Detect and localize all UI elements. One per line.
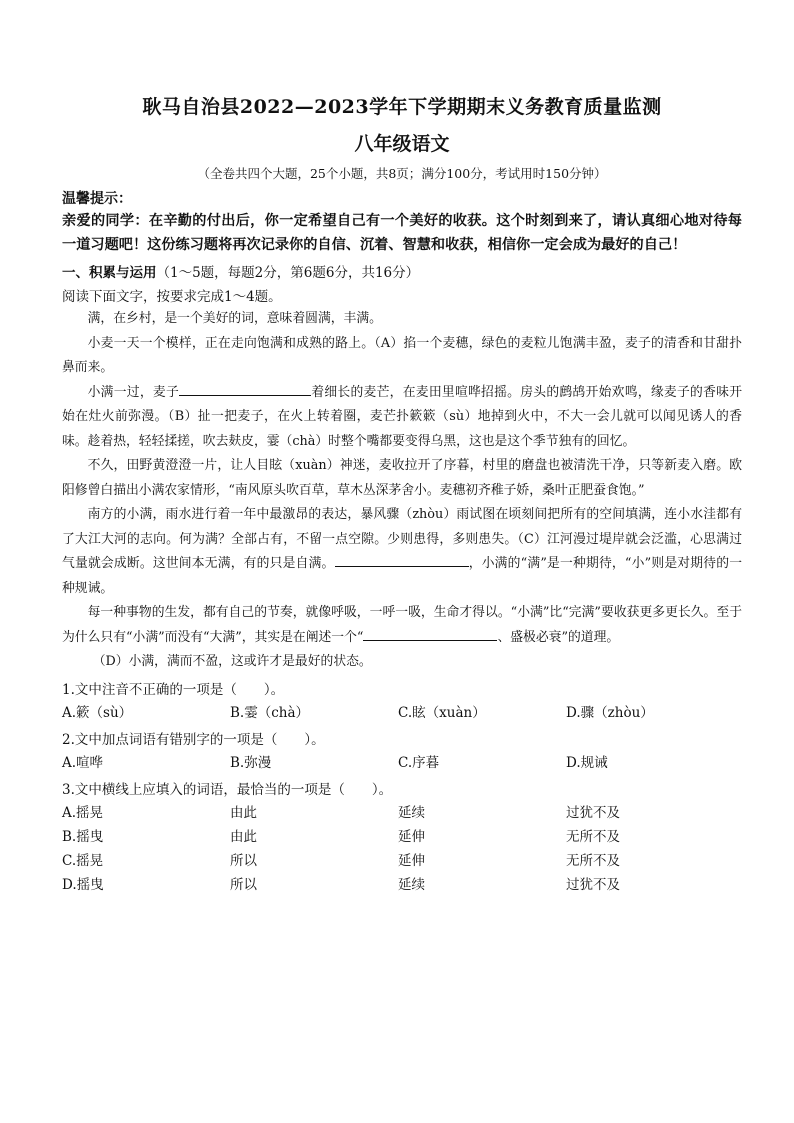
question-options-table (62, 801, 742, 897)
passage-paragraph-5 (62, 503, 742, 601)
section-detail: （1～5题，每题2分，第6题6分，共16分） (156, 265, 420, 281)
option-cell: 所以 (230, 876, 257, 893)
reading-passage (62, 307, 742, 675)
passage-paragraph-4: 不久，田野黄澄澄一片，让人目眩（xuàn）神迷，麦收拉开了序暮，村里的磨盘也被清洗干净，只等新麦入磨。欧阳修曾白描出小满农家情形，“南风原头吹百草，草木丛深茅舍小。麦穗初齐稚子娇，桑叶正肥蚕食饱。” (62, 458, 742, 498)
passage-text: ，小满的“满”是一种期待，“小”则是对期待的一种规诫。 (62, 556, 742, 596)
option-row-c[interactable] (62, 849, 742, 873)
passage-paragraph-6 (62, 601, 742, 650)
exam-note: （全卷共四个大题，25个小题，共8页；满分100分，考试用时150分钟） (197, 166, 607, 181)
question-2 (62, 729, 742, 775)
question-stem: 3.文中横线上应填入的词语，最恰当的一项是（ ）。 (62, 781, 393, 798)
tips-heading: 温馨提示： (62, 191, 132, 207)
passage-text: 着细长的麦芒，在麦田里喧哗招摇。房头的鹧鸪开始欢鸣，缘麦子的香味开始在灶火前弥漫。（B）扯一把麦子，在火上转着圈，麦芒扑簌簌（sù）地掉到火中，不大一会儿就可以闻见诱人的香味。趁着热，轻轻揉搓，吹去麸皮，霎（chà）时整个嘴都要变得乌黑，这也是这个季节独有的回忆。 (62, 384, 743, 449)
passage-text: 每一种事物的生发，都有自己的节奏，就像呼吸，一呼一吸，生命才得以。“小满”比“完满”要收获更多更长久。至于为什么只有“小满”而没有“大满”，其实是在阐述一个“ (62, 605, 742, 645)
section-title: 一、积累与运用 (62, 265, 157, 281)
fill-blank-1[interactable] (179, 381, 311, 396)
option-cell: D.摇曳 (62, 876, 104, 893)
option-cell: 过犹不及 (566, 804, 620, 821)
question-stem: 1.文中注音不正确的一项是（ ）。 (62, 681, 285, 698)
option-row-b[interactable] (62, 825, 742, 849)
option-cell: A.摇晃 (62, 804, 104, 821)
passage-paragraph-2: 小麦一天一个模样，正在走向饱满和成熟的路上。（A）掐一个麦穗，绿色的麦粒儿饱满丰盈，麦子的清香和甘甜扑鼻而来。 (62, 335, 742, 375)
option-cell: 由此 (230, 828, 257, 845)
fill-blank-2[interactable] (335, 552, 469, 567)
option-cell: 延伸 (398, 828, 425, 845)
option-c[interactable]: C.序暮 (398, 754, 440, 771)
option-c[interactable]: C.眩（xuàn） (398, 704, 486, 721)
passage-text: 、盛极必衰”的道理。 (497, 629, 620, 645)
option-d[interactable]: D.规诫 (566, 754, 608, 771)
section-heading (62, 261, 742, 281)
option-a[interactable]: A.喧哗 (62, 754, 104, 771)
passage-paragraph-1: 满，在乡村，是一个美好的词，意味着圆满，丰满。 (87, 311, 382, 326)
option-cell: 延续 (398, 876, 425, 893)
option-cell: 延伸 (398, 852, 425, 869)
exam-title: 耿马自治县2022—2023学年下学期期末义务教育质量监测 (142, 96, 662, 118)
option-cell: 过犹不及 (566, 876, 620, 893)
option-cell: 延续 (398, 804, 425, 821)
passage-text: 南方的小满，雨水进行着一年中最激昂的表达，暴风骤（zhòu）雨试图在顷刻间把所有的空间填满，连小水洼都有了大江大河的志向。何为满？全部占有，不留一点空隙。少则患得，多则患失。（C）江河漫过堤岸就会泛滥，心思满过气量就会成断。这世间本无满，有的只是自满。 (62, 507, 742, 571)
tips-body: 亲爱的同学：在辛勤的付出后，你一定希望自己有一个美好的收获。这个时刻到来了，请认真细心地对待每一道习题吧！这份练习题将再次记录你的自信、沉着、智慧和收获，相信你一定会成为最好的自己！ (62, 213, 742, 253)
passage-paragraph-7: （D）小满，满而不盈，这或许才是最好的状态。 (92, 654, 372, 669)
option-cell: B.摇曳 (62, 828, 104, 845)
option-cell: 由此 (230, 804, 257, 821)
option-d[interactable]: D.骤（zhòu） (566, 704, 654, 721)
exam-subtitle: 八年级语文 (354, 133, 450, 155)
option-a[interactable]: A.簌（sù） (62, 704, 133, 721)
option-cell: 无所不及 (566, 852, 620, 869)
option-cell: 无所不及 (566, 828, 620, 845)
option-b[interactable]: B.弥漫 (230, 754, 272, 771)
passage-text: 小满一过，麦子 (87, 384, 180, 400)
question-1 (62, 679, 742, 725)
option-cell: 所以 (230, 852, 257, 869)
exam-page (62, 92, 742, 897)
question-options (62, 701, 742, 725)
option-row-d[interactable] (62, 873, 742, 897)
passage-paragraph-3 (62, 381, 742, 455)
option-b[interactable]: B.霎（chà） (230, 704, 310, 721)
option-row-a[interactable] (62, 801, 742, 825)
fill-blank-3[interactable] (363, 626, 497, 641)
question-options (62, 751, 742, 775)
question-stem: 2.文中加点词语有错别字的一项是（ ）。 (62, 731, 325, 748)
section-instruction: 阅读下面文字，按要求完成1～4题。 (62, 289, 282, 305)
option-cell: C.摇晃 (62, 852, 104, 869)
question-3 (62, 779, 742, 897)
